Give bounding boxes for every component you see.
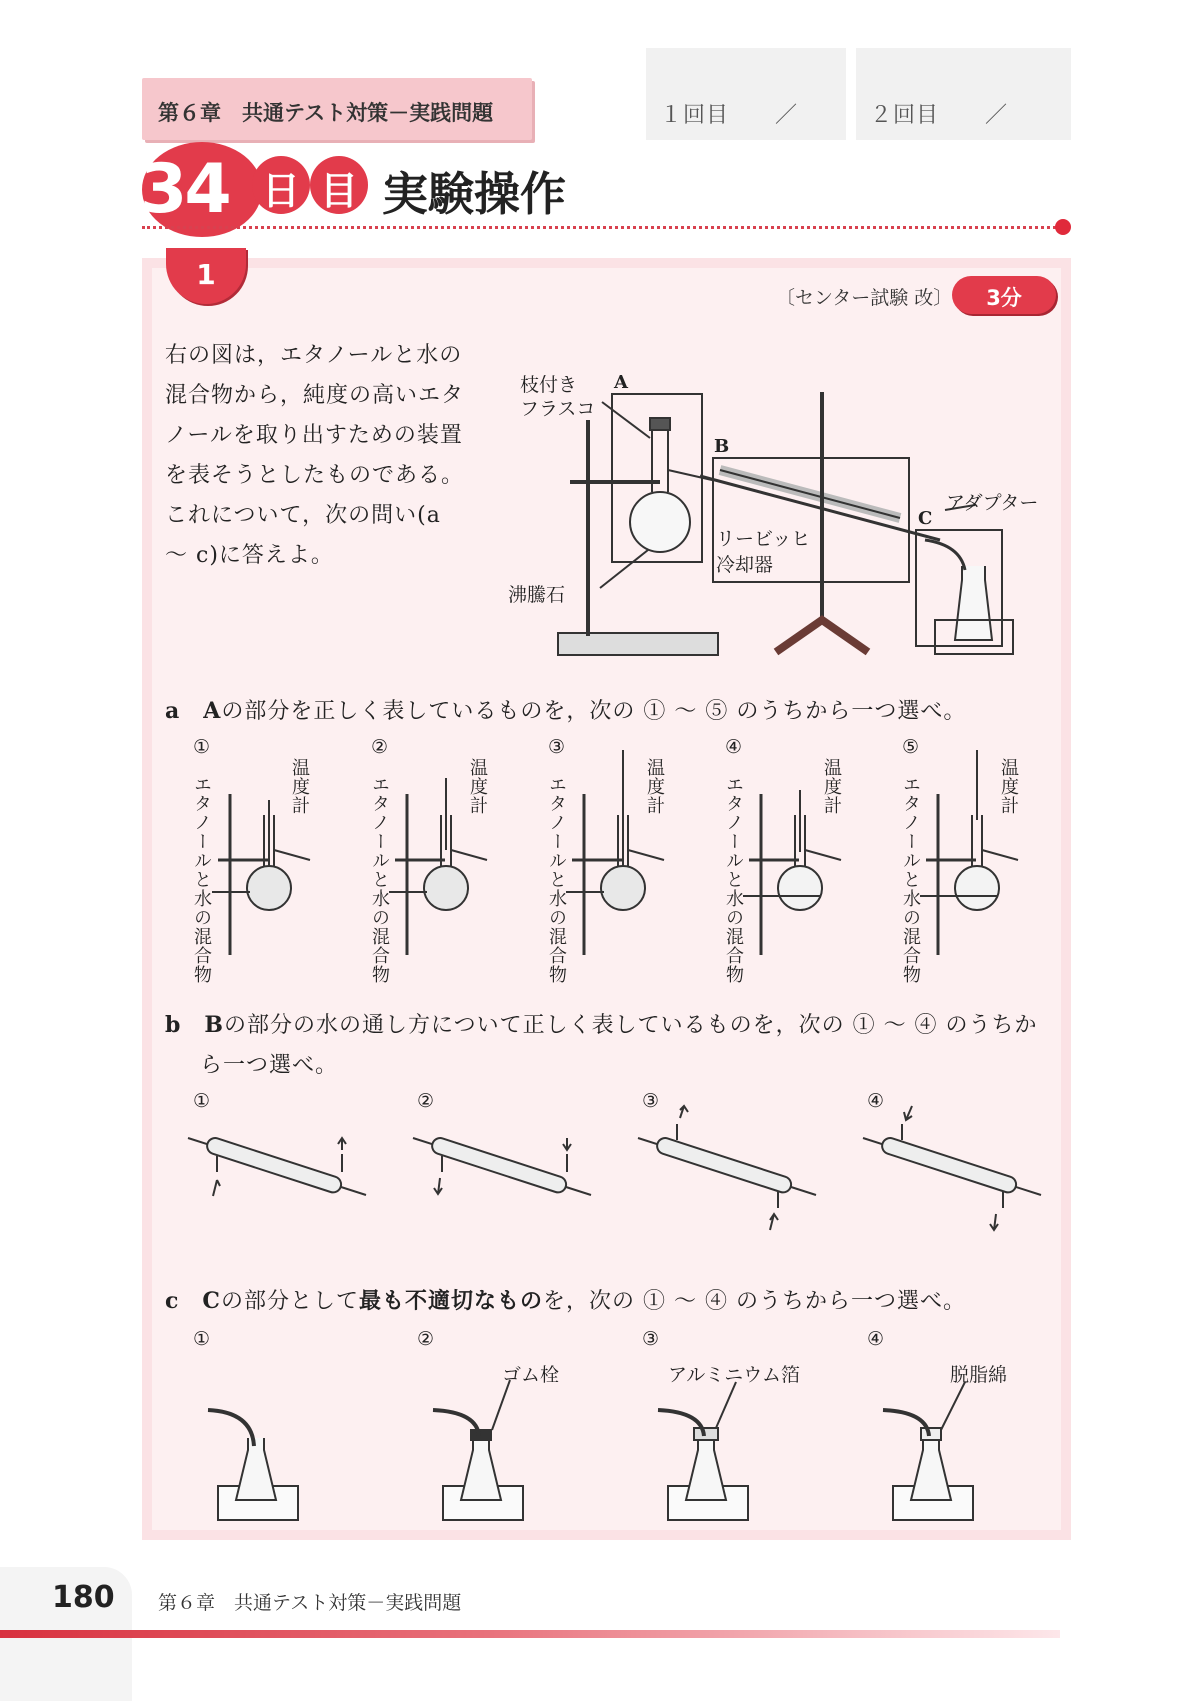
cotton-label: 脱脂綿	[950, 1364, 1008, 1386]
day-char-2: 目	[319, 169, 358, 213]
a-option-2-mixture-label: エタノールと水の混合物	[369, 775, 390, 984]
condenser-label-line2: 冷却器	[716, 554, 774, 576]
a-option-4-number[interactable]: ④	[725, 736, 743, 758]
chapter-title: 第６章 共通テスト対策－実践問題	[158, 101, 494, 125]
a-option-5-mixture-label: エタノールと水の混合物	[900, 775, 921, 984]
adapter-label: アダプター	[946, 492, 1039, 514]
question-c-part: C	[202, 1288, 221, 1314]
footer-rule	[0, 1630, 1060, 1638]
label-B: B	[714, 436, 730, 457]
condenser-label-line1: リービッヒ	[716, 528, 811, 550]
question-b-text-line2: ら一つ選べ。	[200, 1053, 339, 1078]
question-a-body: の部分を正しく表しているものを，次の ① ～ ⑤ のうちから一つ選べ。	[221, 699, 967, 724]
c-option-3-number[interactable]: ③	[642, 1328, 660, 1350]
a-option-3-number[interactable]: ③	[548, 736, 566, 758]
question-a-letter: a	[165, 698, 181, 724]
a-option-5-number[interactable]: ⑤	[902, 736, 920, 758]
question-b-body: の部分の水の通し方について正しく表しているものを，次の ① ～ ④ のうちか	[224, 1013, 1038, 1038]
a-option-4-thermometer-label: 温度計	[821, 758, 842, 815]
flask-label-line1: 枝付き	[520, 374, 578, 396]
a-option-1-number[interactable]: ①	[193, 736, 211, 758]
a-option-5-thermometer-label: 温度計	[998, 758, 1019, 815]
question-b-part: B	[204, 1012, 225, 1038]
problem-number: 1	[196, 258, 216, 291]
time-limit: 3分	[986, 286, 1022, 310]
a-option-2-number[interactable]: ②	[371, 736, 389, 758]
label-C: C	[918, 508, 933, 529]
rubber-stopper-label: ゴム栓	[502, 1364, 560, 1386]
a-option-4-mixture-label: エタノールと水の混合物	[723, 775, 744, 984]
problem-source: 〔センター試験 改〕	[776, 287, 953, 309]
label-A: A	[614, 372, 628, 393]
question-c-emphasis: 最も不適切なもの	[358, 1289, 543, 1314]
b-option-2-number[interactable]: ②	[417, 1090, 435, 1112]
b-option-3-number[interactable]: ③	[642, 1090, 660, 1112]
boiling-stone-label: 沸騰石	[508, 584, 566, 606]
problem-intro: 右の図は，エタノールと水の混合物から，純度の高いエタノールを取り出すための装置を表そうとしたものである。これについて，次の問い(a ～ c)に答えよ。	[165, 343, 465, 568]
question-c-body-post: を，次の ① ～ ④ のうちから一つ選べ。	[542, 1289, 966, 1314]
check-label-2: ２回目 ／	[870, 103, 1009, 128]
question-a-part: A	[203, 698, 222, 724]
a-option-3-mixture-label: エタノールと水の混合物	[546, 775, 567, 984]
flask-label-line2: フラスコ	[520, 398, 596, 420]
page-title: 実験操作	[382, 167, 566, 221]
question-c-letter: c	[165, 1288, 180, 1314]
b-option-1-number[interactable]: ①	[193, 1090, 211, 1112]
check-label-1: １回目 ／	[660, 103, 799, 128]
day-number: 34	[140, 150, 229, 229]
a-option-3-thermometer-label: 温度計	[644, 758, 665, 815]
question-b-letter: b	[165, 1012, 182, 1038]
footer-chapter: 第６章 共通テスト対策－実践問題	[158, 1592, 462, 1614]
c-option-1-number[interactable]: ①	[193, 1328, 211, 1350]
aluminum-foil-label: アルミニウム箔	[668, 1364, 801, 1386]
question-c-body-pre: の部分として	[220, 1289, 359, 1314]
c-option-2-number[interactable]: ②	[417, 1328, 435, 1350]
a-option-2-thermometer-label: 温度計	[467, 758, 488, 815]
a-option-1-thermometer-label: 温度計	[289, 758, 310, 815]
day-char-1: 日	[261, 169, 300, 213]
b-option-4-number[interactable]: ④	[867, 1090, 885, 1112]
a-option-1-mixture-label: エタノールと水の混合物	[191, 775, 212, 984]
c-option-4-number[interactable]: ④	[867, 1328, 885, 1350]
page-number: 180	[52, 1580, 115, 1615]
